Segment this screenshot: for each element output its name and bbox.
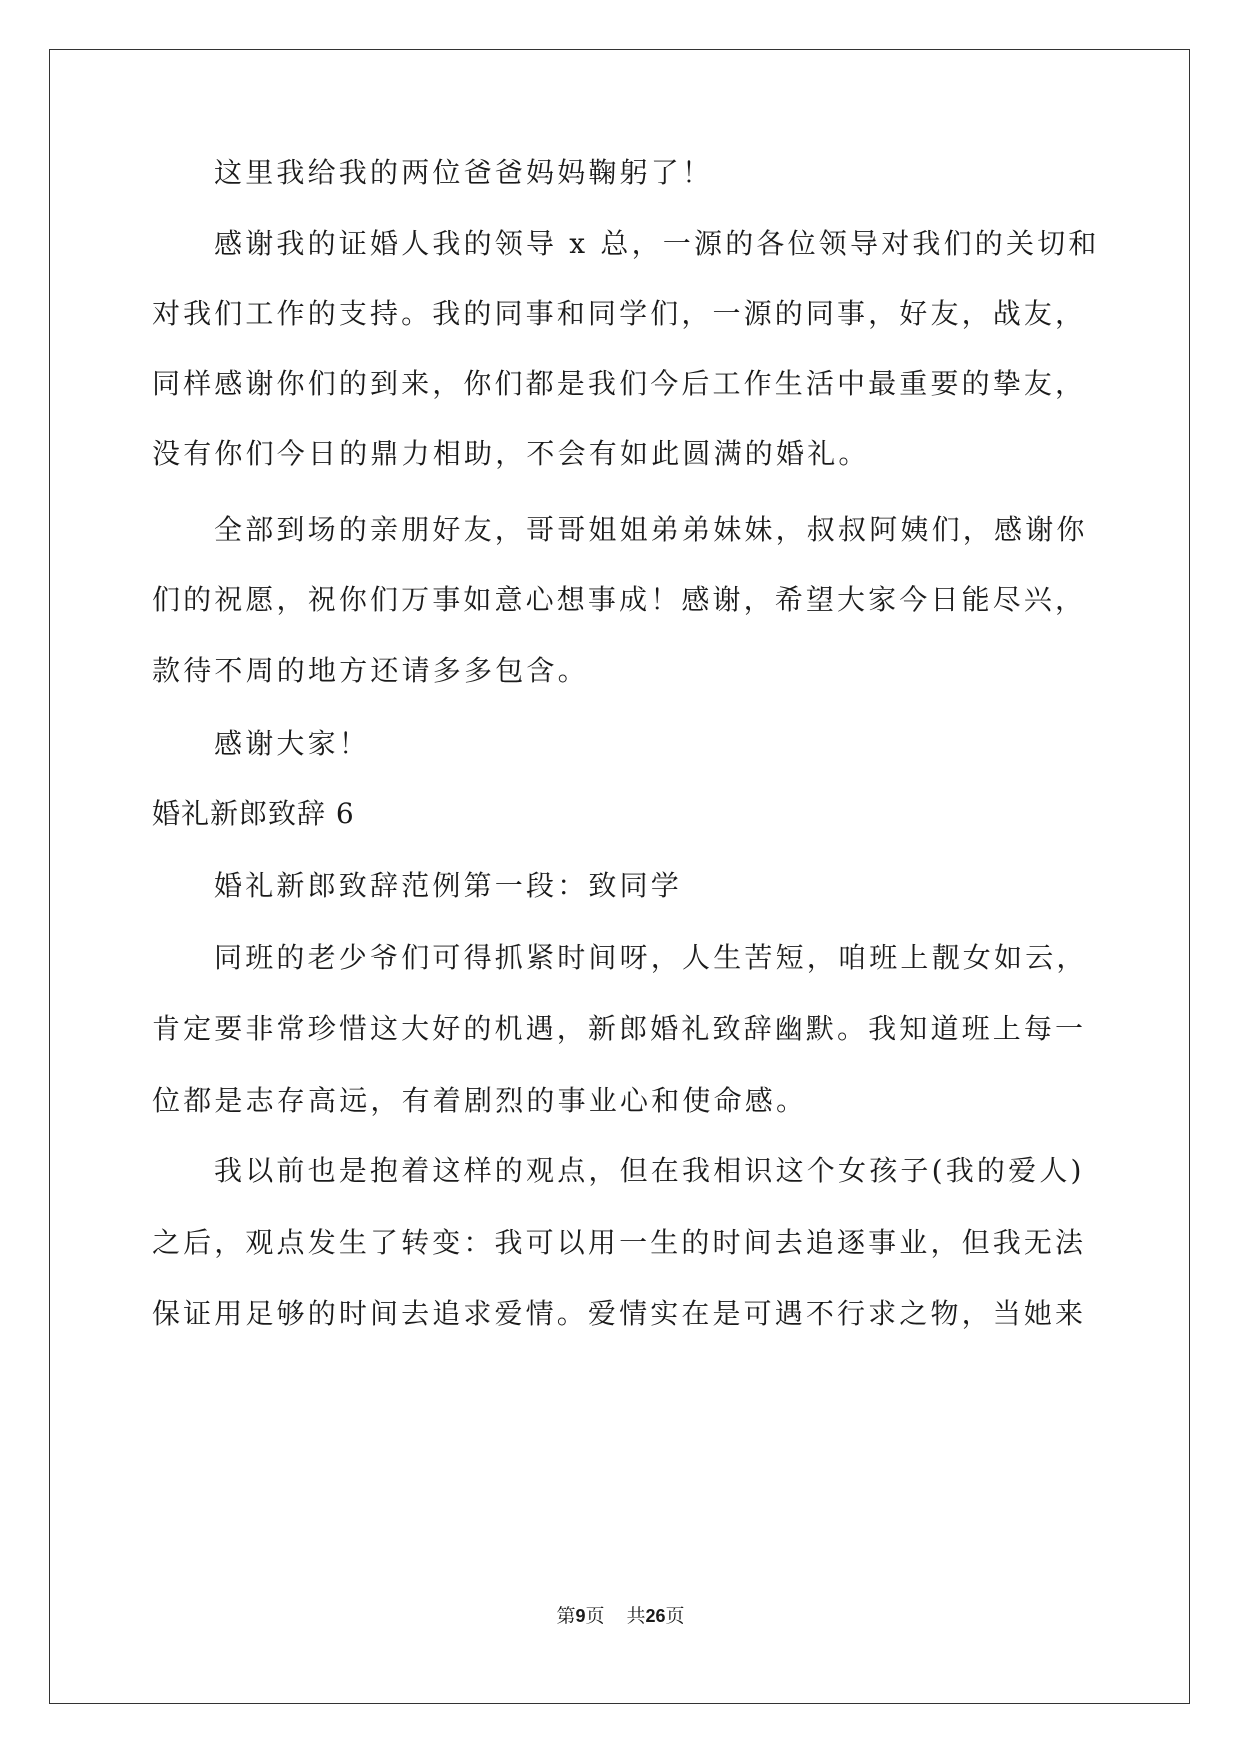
page-prefix: 第 xyxy=(556,1605,576,1627)
page-footer xyxy=(0,1603,1241,1629)
paragraph-line: 全部到场的亲朋好友，哥哥姐姐弟弟妹妹，叔叔阿姨们，感谢你 xyxy=(214,513,1088,546)
paragraph-line: 保证用足够的时间去追求爱情。爱情实在是可遇不行求之物，当她来 xyxy=(152,1297,1083,1330)
paragraph-line: 没有你们今日的鼎力相助，不会有如此圆满的婚礼。 xyxy=(152,437,870,470)
paragraph-line: 同班的老少爷们可得抓紧时间呀，人生苦短，咱班上靓女如云， xyxy=(214,941,1088,974)
page-suffix: 页 xyxy=(585,1605,605,1627)
paragraph-line: 婚礼新郎致辞范例第一段：致同学 xyxy=(214,869,683,902)
page-number: 9 xyxy=(575,1606,586,1626)
paragraph-line: 们的祝愿，祝你们万事如意心想事成！感谢，希望大家今日能尽兴， xyxy=(152,583,1083,616)
total-suffix: 页 xyxy=(665,1605,685,1627)
paragraph-line: 这里我给我的两位爸爸妈妈鞠躬了！ xyxy=(214,156,714,189)
section-heading: 婚礼新郎致辞 6 xyxy=(152,797,355,830)
total-pages: 26 xyxy=(645,1606,666,1626)
paragraph-line: 款待不周的地方还请多多包含。 xyxy=(152,654,589,687)
paragraph-line: 同样感谢你们的到来，你们都是我们今后工作生活中最重要的挚友， xyxy=(152,367,1083,400)
paragraph-line: 我以前也是抱着这样的观点，但在我相识这个女孩子(我的爱人) xyxy=(214,1154,1085,1187)
total-prefix: 共 xyxy=(626,1605,646,1627)
paragraph-line: 肯定要非常珍惜这大好的机遇，新郎婚礼致辞幽默。我知道班上每一 xyxy=(152,1012,1083,1045)
paragraph-line: 感谢我的证婚人我的领导 x 总，一源的各位领导对我们的关切和 xyxy=(214,227,1100,260)
paragraph-line: 之后，观点发生了转变：我可以用一生的时间去追逐事业，但我无法 xyxy=(152,1226,1083,1259)
paragraph-line: 对我们工作的支持。我的同事和同学们，一源的同事，好友，战友， xyxy=(152,297,1083,330)
paragraph-line: 位都是志存高远，有着剧烈的事业心和使命感。 xyxy=(152,1084,808,1117)
paragraph-line: 感谢大家！ xyxy=(214,727,371,760)
